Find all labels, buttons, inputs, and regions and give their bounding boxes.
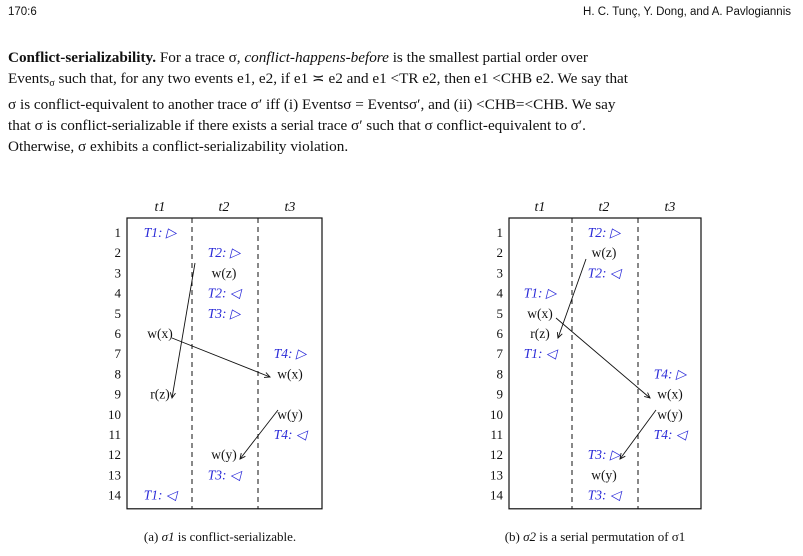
row-number: 13	[490, 467, 503, 483]
row-number: 12	[490, 447, 503, 463]
row-number: 9	[496, 386, 503, 402]
row-number: 4	[114, 285, 121, 301]
event-label: w(y)	[277, 406, 303, 422]
trace-box	[127, 218, 322, 509]
transaction-marker: T4: ▷	[653, 366, 687, 382]
sentence-2-rest: e1, e2, if e1 ≍ e2 and e1 <TR e2, then e1 <CHB e2. We say that	[236, 70, 629, 87]
row-number: 14	[490, 487, 503, 503]
row-number: 3	[114, 265, 121, 281]
transaction-marker: T1: ◁	[143, 487, 177, 503]
thread-label-t3: t3	[284, 200, 296, 215]
paragraph-conflict-serializability: Conflict-serializability. For a trace σ, conflict-happens-before is the smallest partial order over Events$_\sigma$ such that, for any two events e1, e2, if e1 ≍ e2 and e1 <TR e2, then e1 <CHB e2. We say that σ is conflict-equivalent to another trace σ′ iff (i) Eventsσ = Eventsσ′, and (ii) <CHB=<CHB. We say that σ is conflict-serializable if there exists a serial trace σ′ such that σ conflict-equivalent to σ′. Otherwise, σ exhibits a conflict-serializability violation.	[8, 49, 629, 155]
conflict-edge	[172, 338, 270, 377]
transaction-marker: T4: ◁	[273, 427, 307, 442]
row-number: 4	[496, 285, 503, 301]
event-label: w(y)	[211, 447, 237, 463]
running-header: H. C. Tunç, Y. Dong, and A. Pavlogiannis	[583, 6, 791, 18]
event-label: r(z)	[150, 386, 170, 402]
event-label: w(z)	[591, 245, 617, 261]
row-number: 8	[496, 366, 503, 382]
row-number: 9	[114, 386, 121, 402]
line-3: σ is conflict-equivalent to another trace σ′ iff (i) Eventsσ = Eventsσ′, and (ii) <CHB=<CHB. We say	[8, 96, 616, 113]
events-word: Events	[8, 70, 50, 87]
row-number: 2	[114, 245, 121, 261]
transaction-marker: T2: ▷	[587, 225, 621, 240]
trace-box	[509, 218, 701, 509]
thread-label-t2: t2	[218, 200, 230, 215]
figure-b-trace-table	[490, 200, 701, 509]
paragraph-heading: Conflict-serializability.	[8, 49, 157, 66]
event-label: w(x)	[147, 326, 173, 341]
row-number: 5	[114, 305, 121, 321]
caption-a: (a) σ1 is conflict-serializable.	[143, 529, 297, 544]
row-number: 1	[114, 225, 121, 240]
caption-b: (b) σ2 is a serial permutation of σ1	[504, 529, 686, 544]
line-4: that σ is conflict-serializable if there exists a serial trace σ′ such that σ conflict-equivalent to σ′.	[8, 117, 586, 134]
row-number: 6	[496, 326, 503, 341]
page-number: 170:6	[8, 6, 37, 18]
row-number: 7	[114, 346, 121, 362]
thread-label-t1: t1	[534, 200, 546, 215]
row-number: 6	[114, 326, 121, 341]
transaction-marker: T3: ▷	[207, 305, 241, 321]
transaction-marker: T3: ◁	[587, 487, 621, 503]
row-number: 12	[108, 447, 121, 463]
row-number: 1	[496, 225, 503, 240]
sentence-1-rest: is the smallest partial order over	[392, 49, 588, 66]
row-number: 10	[490, 406, 503, 422]
row-number: 8	[114, 366, 121, 382]
transaction-marker: T3: ◁	[207, 467, 241, 483]
sentence-2: such that, for any two events	[58, 70, 234, 87]
event-label: w(x)	[527, 305, 553, 321]
figure-a-trace-table	[108, 200, 322, 509]
event-label: w(y)	[591, 467, 617, 483]
line-5: Otherwise, σ exhibits a conflict-serializability violation.	[8, 138, 349, 155]
event-label: r(z)	[530, 326, 550, 341]
row-number: 13	[108, 467, 121, 483]
transaction-marker: T2: ▷	[207, 245, 241, 261]
row-number: 11	[108, 427, 121, 442]
transaction-marker: T2: ◁	[207, 285, 241, 301]
transaction-marker: T1: ◁	[523, 346, 557, 362]
transaction-marker: T3: ▷	[587, 447, 621, 463]
row-number: 3	[496, 265, 503, 281]
transaction-marker: T1: ▷	[523, 285, 557, 301]
row-number: 14	[108, 487, 121, 503]
event-label: w(y)	[657, 406, 683, 422]
row-number: 10	[108, 406, 121, 422]
thread-label-t3: t3	[664, 200, 676, 215]
transaction-marker: T4: ◁	[653, 427, 687, 442]
row-number: 5	[496, 305, 503, 321]
term-conflict-hb: conflict-happens-before	[244, 49, 389, 66]
event-label: w(x)	[277, 366, 303, 382]
transaction-marker: T4: ▷	[273, 346, 307, 362]
thread-label-t2: t2	[598, 200, 610, 215]
conflict-edge	[240, 410, 278, 459]
transaction-marker: T1: ▷	[143, 225, 177, 240]
row-number: 11	[490, 427, 503, 442]
transaction-marker: T2: ◁	[587, 265, 621, 281]
row-number: 2	[496, 245, 503, 261]
sentence-1: For a trace σ,	[159, 49, 241, 66]
row-number: 7	[496, 346, 503, 362]
thread-label-t1: t1	[154, 200, 166, 215]
event-label: w(x)	[657, 386, 683, 402]
conflict-edge	[556, 318, 650, 398]
event-label: w(z)	[211, 265, 237, 281]
